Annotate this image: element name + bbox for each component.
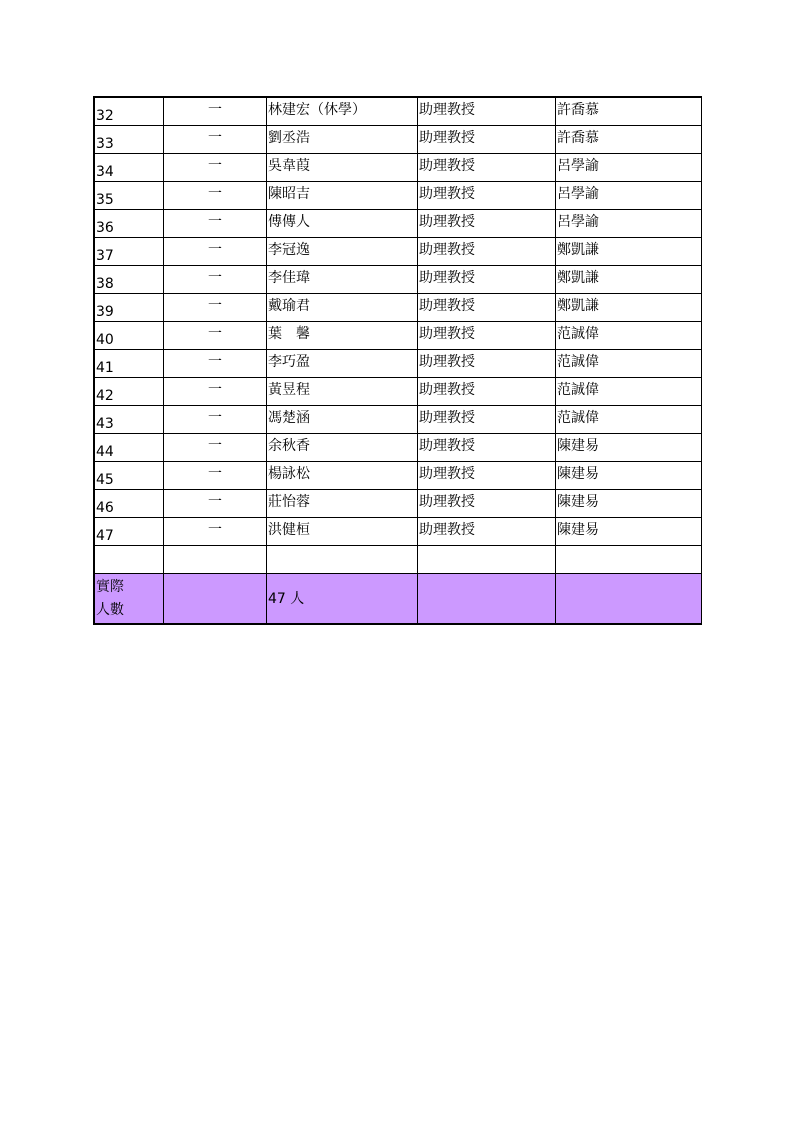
table-row	[95, 210, 702, 238]
row-advisor: 范誠偉	[556, 350, 702, 378]
row-number: 41	[95, 350, 164, 378]
row-student-name: 洪健桓	[267, 518, 418, 546]
row-student-name: 葉 馨	[267, 322, 418, 350]
row-number: 34	[95, 154, 164, 182]
row-student-name: 楊詠松	[267, 462, 418, 490]
row-title: 助理教授	[418, 518, 556, 546]
row-grade: 一	[164, 182, 267, 210]
row-advisor: 鄭凱謙	[556, 294, 702, 322]
row-number: 43	[95, 406, 164, 434]
summary-label-line1: 實際	[96, 579, 124, 595]
empty-cell	[95, 546, 164, 574]
row-advisor: 范誠偉	[556, 322, 702, 350]
summary-empty-cell	[164, 574, 267, 624]
table-row	[95, 462, 702, 490]
row-grade: 一	[164, 294, 267, 322]
row-title: 助理教授	[418, 266, 556, 294]
row-advisor: 陳建易	[556, 518, 702, 546]
row-title: 助理教授	[418, 490, 556, 518]
row-student-name: 李佳瑋	[267, 266, 418, 294]
row-number: 39	[95, 294, 164, 322]
table-row	[95, 322, 702, 350]
row-title: 助理教授	[418, 238, 556, 266]
table-row	[95, 294, 702, 322]
summary-label-cell	[95, 574, 164, 624]
row-number: 47	[95, 518, 164, 546]
row-advisor: 呂學諭	[556, 182, 702, 210]
table-row	[95, 378, 702, 406]
empty-row	[95, 546, 702, 574]
summary-empty-cell	[418, 574, 556, 624]
row-number: 37	[95, 238, 164, 266]
row-student-name: 李巧盈	[267, 350, 418, 378]
row-advisor: 陳建易	[556, 434, 702, 462]
row-student-name: 劉丞浩	[267, 126, 418, 154]
row-student-name: 黃昱程	[267, 378, 418, 406]
row-title: 助理教授	[418, 210, 556, 238]
row-title: 助理教授	[418, 294, 556, 322]
row-number: 44	[95, 434, 164, 462]
row-number: 36	[95, 210, 164, 238]
row-title: 助理教授	[418, 406, 556, 434]
row-advisor: 鄭凱謙	[556, 266, 702, 294]
summary-empty-cell	[556, 574, 702, 624]
row-advisor: 鄭凱謙	[556, 238, 702, 266]
row-number: 38	[95, 266, 164, 294]
row-student-name: 傅傳人	[267, 210, 418, 238]
row-advisor: 呂學諭	[556, 154, 702, 182]
row-student-name: 陳昭吉	[267, 182, 418, 210]
table-row	[95, 406, 702, 434]
summary-count: 47 人	[267, 574, 418, 624]
empty-cell	[556, 546, 702, 574]
row-advisor: 范誠偉	[556, 406, 702, 434]
row-student-name: 戴瑜君	[267, 294, 418, 322]
row-grade: 一	[164, 154, 267, 182]
row-student-name: 林建宏（休學）	[267, 98, 418, 126]
row-grade: 一	[164, 462, 267, 490]
row-title: 助理教授	[418, 434, 556, 462]
empty-cell	[267, 546, 418, 574]
row-advisor: 許喬慕	[556, 126, 702, 154]
row-grade: 一	[164, 490, 267, 518]
row-advisor: 呂學諭	[556, 210, 702, 238]
row-grade: 一	[164, 350, 267, 378]
table-row	[95, 490, 702, 518]
row-title: 助理教授	[418, 98, 556, 126]
roster-table	[94, 97, 702, 624]
row-title: 助理教授	[418, 154, 556, 182]
row-grade: 一	[164, 406, 267, 434]
table-row	[95, 434, 702, 462]
row-number: 32	[95, 98, 164, 126]
row-grade: 一	[164, 518, 267, 546]
row-title: 助理教授	[418, 126, 556, 154]
row-advisor: 范誠偉	[556, 378, 702, 406]
roster-table-body	[95, 98, 702, 624]
row-grade: 一	[164, 266, 267, 294]
table-row	[95, 518, 702, 546]
row-student-name: 李冠逸	[267, 238, 418, 266]
row-student-name: 余秋香	[267, 434, 418, 462]
table-row	[95, 154, 702, 182]
row-grade: 一	[164, 238, 267, 266]
row-number: 45	[95, 462, 164, 490]
row-grade: 一	[164, 378, 267, 406]
row-number: 35	[95, 182, 164, 210]
table-row	[95, 266, 702, 294]
row-advisor: 陳建易	[556, 462, 702, 490]
row-title: 助理教授	[418, 322, 556, 350]
row-grade: 一	[164, 434, 267, 462]
row-grade: 一	[164, 322, 267, 350]
row-title: 助理教授	[418, 350, 556, 378]
table-row	[95, 238, 702, 266]
row-student-name: 吳韋葭	[267, 154, 418, 182]
row-number: 40	[95, 322, 164, 350]
row-number: 42	[95, 378, 164, 406]
row-title: 助理教授	[418, 462, 556, 490]
table-row	[95, 98, 702, 126]
row-grade: 一	[164, 98, 267, 126]
row-advisor: 陳建易	[556, 490, 702, 518]
roster-table-container	[93, 96, 702, 625]
table-row	[95, 182, 702, 210]
empty-cell	[418, 546, 556, 574]
summary-row	[95, 574, 702, 624]
row-advisor: 許喬慕	[556, 98, 702, 126]
row-student-name: 莊怡蓉	[267, 490, 418, 518]
row-student-name: 馮楚涵	[267, 406, 418, 434]
row-grade: 一	[164, 210, 267, 238]
table-row	[95, 126, 702, 154]
row-grade: 一	[164, 126, 267, 154]
summary-label-line2: 人數	[96, 602, 124, 618]
row-title: 助理教授	[418, 378, 556, 406]
row-number: 33	[95, 126, 164, 154]
row-title: 助理教授	[418, 182, 556, 210]
row-number: 46	[95, 490, 164, 518]
empty-cell	[164, 546, 267, 574]
table-row	[95, 350, 702, 378]
